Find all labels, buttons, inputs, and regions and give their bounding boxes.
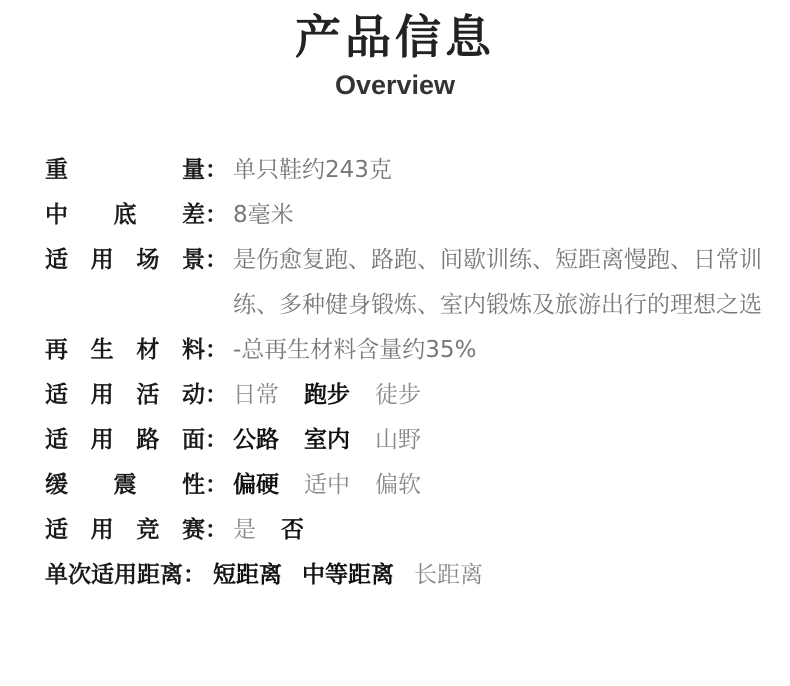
page-title: 产品信息 xyxy=(295,10,495,64)
spec-colon: ： xyxy=(205,472,228,498)
spec-colon: ： xyxy=(205,247,228,273)
option-tag: 偏软 xyxy=(375,472,421,498)
spec-value: -总再生材料含量约35% xyxy=(233,337,477,363)
option-tag: 长距离 xyxy=(414,562,483,588)
spec-row-activity xyxy=(45,373,765,418)
option-tag: 短距离 xyxy=(213,562,282,588)
spec-label: 重 量 xyxy=(45,157,205,183)
spec-label: 单次适用距离 xyxy=(45,562,183,588)
option-tag: 日常 xyxy=(233,382,279,408)
option-tag: 偏硬 xyxy=(233,472,279,498)
option-group xyxy=(233,373,765,418)
spec-colon: ： xyxy=(205,382,228,408)
spec-label: 适 用 活 动 xyxy=(45,382,205,408)
option-tag: 山野 xyxy=(375,427,421,453)
option-group xyxy=(233,508,765,553)
spec-label: 缓 震 性 xyxy=(45,472,205,498)
spec-colon: ： xyxy=(205,202,228,228)
spec-row-cushioning xyxy=(45,463,765,508)
option-tag: 适中 xyxy=(304,472,350,498)
spec-label: 适 用 场 景 xyxy=(45,247,205,273)
option-tag: 徒步 xyxy=(375,382,421,408)
spec-colon: ： xyxy=(183,562,206,588)
spec-row-drop xyxy=(45,193,765,238)
option-tag: 中等距离 xyxy=(302,562,394,588)
spec-row-scenarios xyxy=(45,238,765,328)
spec-row-weight xyxy=(45,148,765,193)
spec-row-surface xyxy=(45,418,765,463)
option-tag: 公路 xyxy=(233,427,279,453)
spec-value: 8毫米 xyxy=(233,202,294,228)
spec-value: 是伤愈复跑、路跑、间歇训练、短距离慢跑、日常训练、多种健身锻炼、室内锻炼及旅游出行的理想之选 xyxy=(233,247,762,318)
spec-label: 适 用 路 面 xyxy=(45,427,205,453)
option-tag: 是 xyxy=(233,517,256,543)
spec-colon: ： xyxy=(205,517,228,543)
spec-row-distance xyxy=(45,553,765,598)
spec-label: 适 用 竞 赛 xyxy=(45,517,205,543)
spec-list xyxy=(45,148,765,598)
spec-row-recycled xyxy=(45,328,765,373)
option-group xyxy=(233,418,765,463)
option-group xyxy=(233,463,765,508)
spec-row-competition xyxy=(45,508,765,553)
option-tag: 否 xyxy=(281,517,304,543)
spec-colon: ： xyxy=(205,337,228,363)
spec-label: 再 生 材 料 xyxy=(45,337,205,363)
page-subtitle: Overview xyxy=(334,70,456,100)
option-tag: 跑步 xyxy=(304,382,350,408)
spec-colon: ： xyxy=(205,157,228,183)
option-group xyxy=(213,553,765,598)
spec-colon: ： xyxy=(205,427,228,453)
spec-value: 单只鞋约243克 xyxy=(233,157,392,183)
spec-label: 中 底 差 xyxy=(45,202,205,228)
option-tag: 室内 xyxy=(304,427,350,453)
